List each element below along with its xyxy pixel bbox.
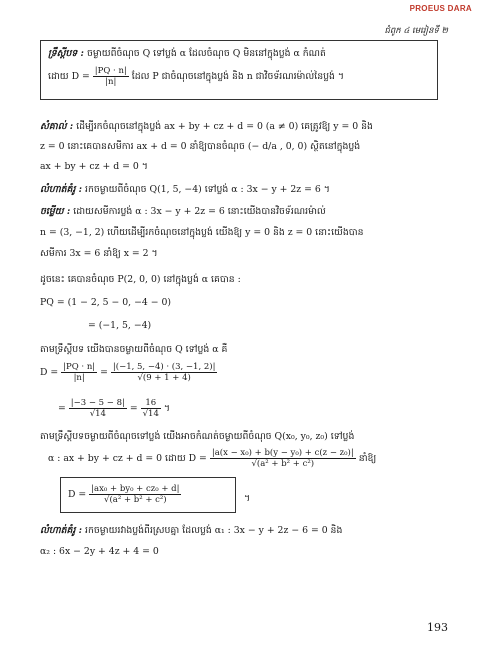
- distance-frac-3-den: √14: [89, 409, 106, 419]
- distance-frac-4-num: 16: [141, 398, 161, 409]
- remark-lead: សំគាល់ :: [40, 121, 74, 132]
- solution-line-6: = (−1, 5, −4): [88, 320, 152, 331]
- distance-frac-4-den: √14: [142, 409, 159, 419]
- distance-frac-2-den: √(9 + 1 + 4): [137, 373, 191, 383]
- solution-line-3: សមីការ 3x = 6 នាំឱ្យ x = 2 ។: [40, 248, 158, 259]
- distance-frac-2-num: |(−1, 5, −4) · (3, −1, 2)|: [112, 362, 216, 372]
- solution-line-1: [40, 205, 326, 219]
- general-frac-den: √(a² + b² + c²): [251, 459, 315, 469]
- general-fraction: [210, 448, 356, 469]
- theorem-fraction: [93, 66, 129, 87]
- theorem-d-label: ដោយ D =: [48, 71, 90, 82]
- distance-end: ។: [163, 403, 170, 414]
- distance-frac-3-num: |−3 − 5 − 8|: [70, 398, 125, 408]
- formula-d-label: D =: [68, 489, 87, 500]
- general-line-2-post: នាំឱ្យ: [358, 453, 377, 464]
- distance-frac-3: [69, 398, 127, 419]
- distance-equals-3: =: [129, 403, 138, 414]
- example1-line: [40, 183, 330, 197]
- general-line-2: [48, 448, 376, 469]
- general-line-1: តាមទ្រឹស្តីបទចម្ងាយពីចំណុចទៅប្លង់ យើងអាចកំណត់ចម្ងាយពីចំណុច Q(x₀, y₀, z₀) ទៅប្លង់: [40, 431, 355, 442]
- example2-text-1: រកចម្ងាយរវាងប្លង់ពីរស្របគ្នា ដែលប្លង់ α₁ : 3x − y + 2z − 6 = 0 និង: [85, 525, 343, 536]
- theorem-text-2: ដែល P ជាចំណុចនៅក្នុងប្លង់ និង n ជាវិចទ័រណរម៉ាល់នៃប្លង់ ។: [131, 71, 344, 82]
- theorem-lead: ទ្រឹស្តីបទ :: [48, 48, 84, 59]
- distance-calc-1: [40, 362, 217, 383]
- distance-frac-2: [111, 362, 218, 383]
- distance-frac-1: [61, 362, 97, 383]
- solution-lead: ចម្លើយ :: [40, 206, 71, 217]
- general-line-2-pre: α : ax + by + cz + d = 0 ដោយ D =: [48, 453, 207, 464]
- page-number: 193: [427, 621, 448, 634]
- chapter-header: ជំពូក ៤ មេរៀនទី ២: [384, 26, 448, 36]
- distance-frac-1-num: |PQ · n|: [63, 362, 96, 372]
- formula-end: ។: [244, 493, 251, 504]
- remark-line-2: z = 0 នោះគេបានសមីការ ax + d = 0 នាំឱ្យបានចំណុច (− d/a , 0, 0) ស្ថិតនៅក្នុងប្លង់: [40, 141, 361, 152]
- example1-lead: លំហាត់គំរូ :: [40, 184, 83, 195]
- theorem-line-1: [48, 47, 326, 61]
- example1-text: រកចម្ងាយពីចំណុច Q(1, 5, −4) ទៅប្លង់ α : 3x − y + 2z = 6 ។: [85, 184, 330, 195]
- distance-d-label: D =: [40, 367, 59, 378]
- example2-lead: លំហាត់គំរូ :: [40, 525, 83, 536]
- theorem-frac-den: |n|: [105, 77, 117, 87]
- solution-text-1: ដោយសមីការប្លង់ α : 3x − y + 2z = 6 នោះយើងបានវិចទ័រណរម៉ាល់: [73, 206, 326, 217]
- distance-equals-2: =: [58, 403, 66, 414]
- remark-text-1: ដើម្បីរកចំណុចនៅក្នុងប្លង់ ax + by + cz + d = 0 (a ≠ 0) គេត្រូវឱ្យ y = 0 និង: [76, 121, 373, 132]
- distance-calc-2: [58, 398, 170, 419]
- example2-line-1: [40, 524, 342, 538]
- theorem-text-1: ចម្ងាយពីចំណុច Q ទៅប្លង់ α ដែលចំណុច Q មិននៅក្នុងប្លង់ α កំណត់: [86, 48, 326, 59]
- distance-frac-1-den: |n|: [73, 373, 85, 383]
- solution-line-4: ដូចនេះ គេបានចំណុច P(2, 0, 0) នៅក្នុងប្លង់ α គេបាន :: [40, 274, 241, 285]
- remark-line-1: [40, 120, 373, 134]
- solution-line-2: n = (3, −1, 2) ហើយដើម្បីរកចំណុចនៅក្នុងប្លង់ យើងឱ្យ y = 0 និង z = 0 នោះយើងបាន: [40, 227, 364, 238]
- formula-frac-den: √(a² + b² + c²): [104, 495, 167, 505]
- remark-line-3: ax + by + cz + d = 0 ។: [40, 161, 148, 172]
- formula-frac-num: |ax₀ + by₀ + cz₀ + d|: [91, 484, 180, 494]
- theorem-line-2: [48, 66, 344, 87]
- formula-content: [68, 484, 181, 505]
- distance-equals-1: =: [100, 367, 108, 378]
- formula-fraction: [89, 484, 181, 505]
- solution-line-5: PQ = (1 − 2, 5 − 0, −4 − 0): [40, 297, 172, 308]
- watermark: PROEUS DARA: [409, 4, 472, 13]
- distance-frac-4: [141, 398, 161, 419]
- theorem-frac-num: |PQ · n|: [94, 66, 127, 76]
- solution-line-7: តាមទ្រឹស្តីបទ យើងបានចម្ងាយពីចំណុច Q ទៅប្លង់ α គឺ: [40, 344, 228, 355]
- example2-line-2: α₂ : 6x − 2y + 4z + 4 = 0: [40, 546, 159, 557]
- general-frac-num: |a(x − x₀) + b(y − y₀) + c(z − z₀)|: [211, 448, 354, 458]
